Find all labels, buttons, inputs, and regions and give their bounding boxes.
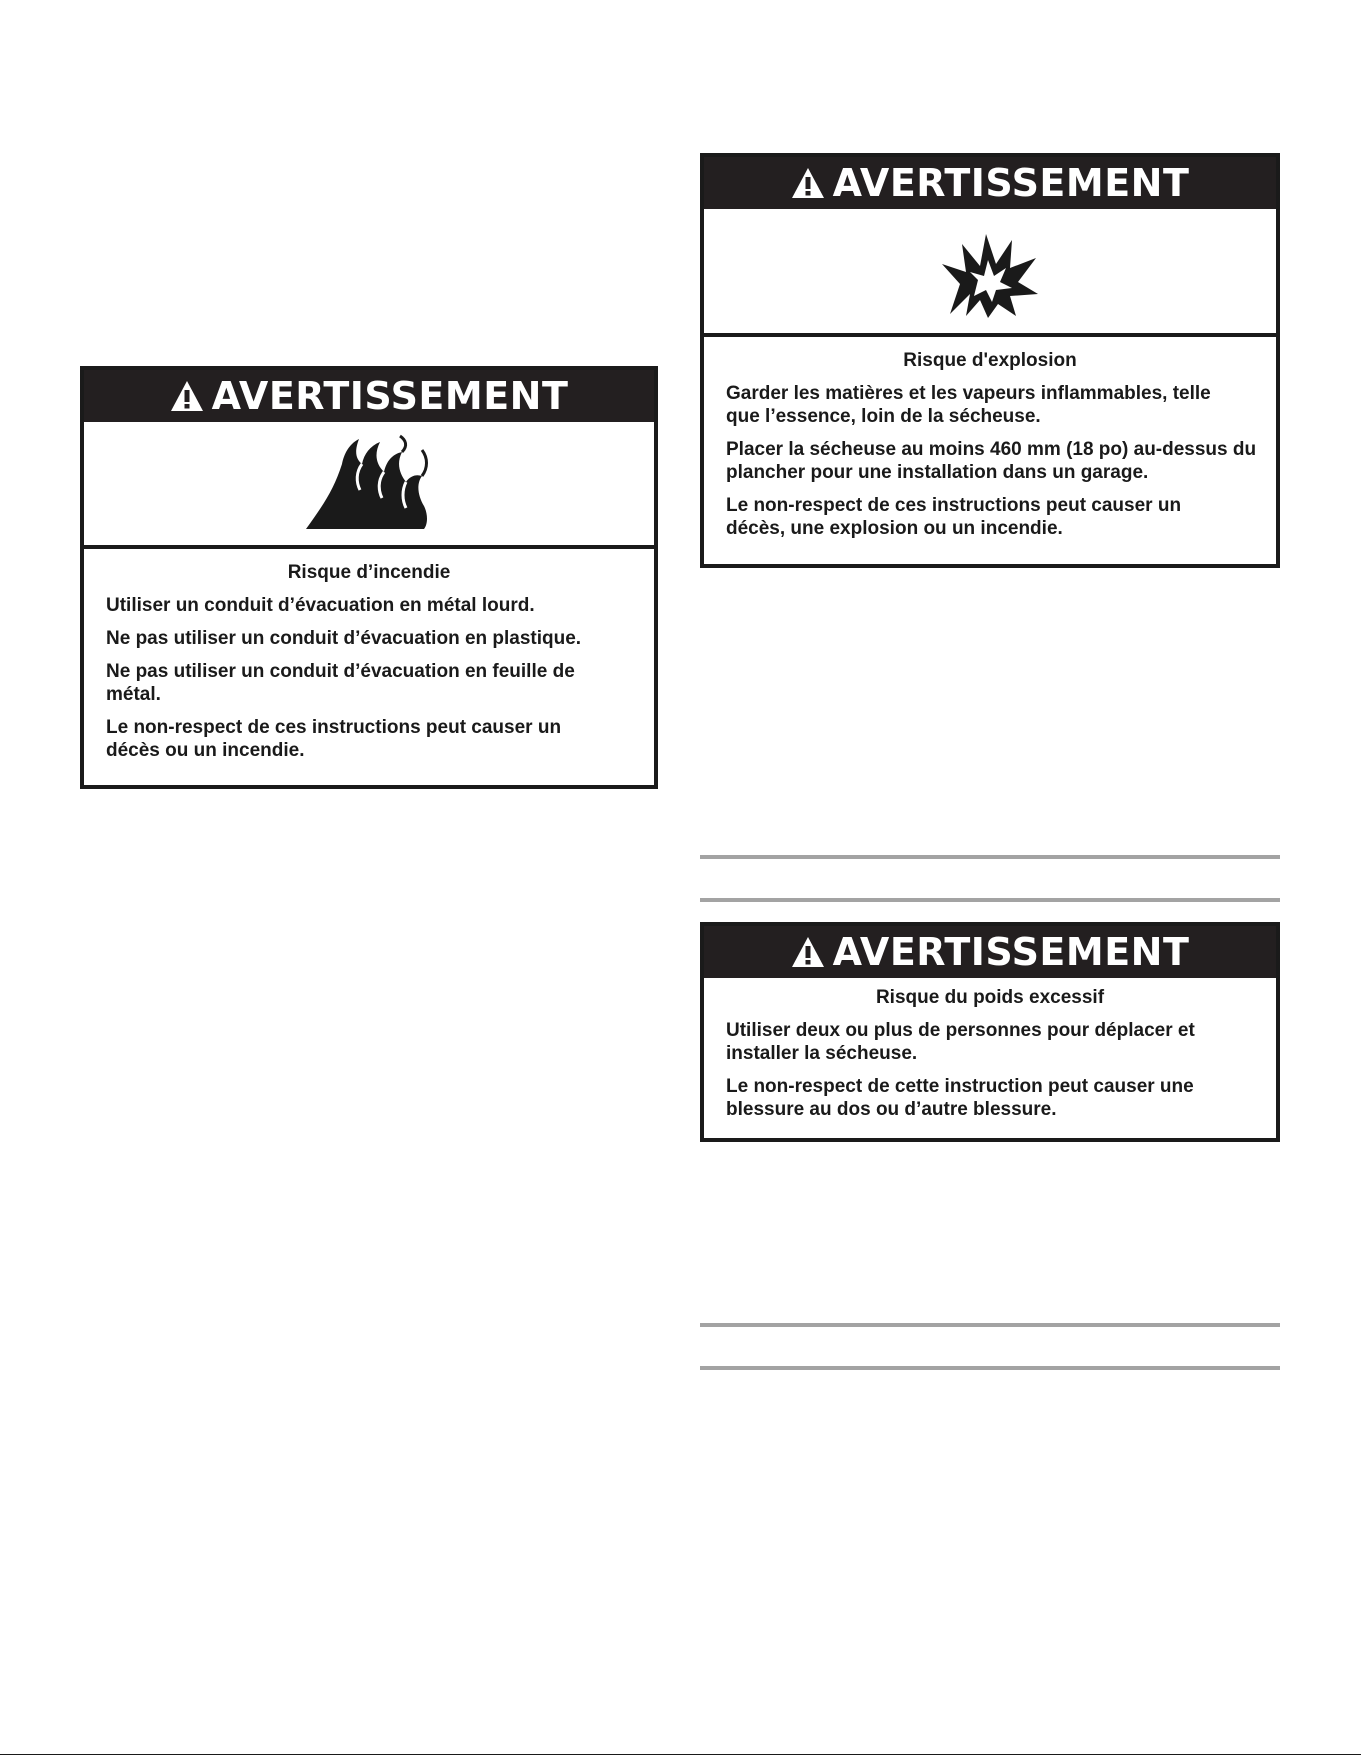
divider-rule bbox=[700, 1323, 1280, 1327]
divider-rule bbox=[700, 1366, 1280, 1370]
warning-triangle-icon bbox=[170, 379, 204, 413]
warning-text: Placer la sécheuse au moins 460 mm (18 po) au-dessus du plancher pour une installation dans un garage. bbox=[726, 439, 1257, 483]
warning-title: AVERTISSEMENT bbox=[832, 930, 1190, 974]
warning-text: Le non-respect de ces instructions peut causer un décès ou un incendie. bbox=[106, 717, 562, 761]
warning-triangle-icon bbox=[791, 935, 825, 969]
warning-title: AVERTISSEMENT bbox=[211, 374, 569, 418]
divider-rule bbox=[700, 855, 1280, 859]
fire-icon bbox=[304, 434, 434, 534]
hazard-title: Risque d'explosion bbox=[903, 350, 1077, 371]
explosion-icon bbox=[940, 224, 1040, 319]
warning-box-fire bbox=[80, 366, 658, 789]
warning-text: Utiliser un conduit d’évacuation en métal lourd. bbox=[106, 595, 535, 616]
warning-box-explosion bbox=[700, 153, 1280, 568]
explosion-pictogram bbox=[704, 209, 1276, 337]
fire-pictogram bbox=[84, 422, 654, 549]
warning-title: AVERTISSEMENT bbox=[832, 161, 1190, 205]
warning-box-weight bbox=[700, 922, 1280, 1142]
warning-text: Le non-respect de ces instructions peut causer un décès, une explosion ou un incendie. bbox=[726, 495, 1182, 539]
warning-header bbox=[84, 370, 654, 422]
warning-text: Utiliser deux ou plus de personnes pour déplacer et installer la sécheuse. bbox=[726, 1020, 1195, 1064]
warning-text: Ne pas utiliser un conduit d’évacuation en feuille de métal. bbox=[106, 661, 575, 705]
hazard-title: Risque du poids excessif bbox=[875, 987, 1105, 1008]
warning-body bbox=[84, 549, 654, 772]
warning-text: Garder les matières et les vapeurs inflammables, telle que l’essence, loin de la sécheuse. bbox=[726, 383, 1211, 427]
warning-text: Le non-respect de cette instruction peut causer une blessure au dos ou d’autre blessure. bbox=[726, 1076, 1194, 1120]
page-bottom-line bbox=[0, 1754, 1361, 1755]
warning-text: Ne pas utiliser un conduit d’évacuation en plastique. bbox=[106, 628, 582, 649]
warning-body bbox=[704, 978, 1276, 1131]
warning-header bbox=[704, 926, 1276, 978]
warning-body bbox=[704, 337, 1276, 550]
divider-rule bbox=[700, 898, 1280, 902]
warning-header bbox=[704, 157, 1276, 209]
hazard-title: Risque d’incendie bbox=[287, 562, 451, 583]
warning-triangle-icon bbox=[791, 166, 825, 200]
